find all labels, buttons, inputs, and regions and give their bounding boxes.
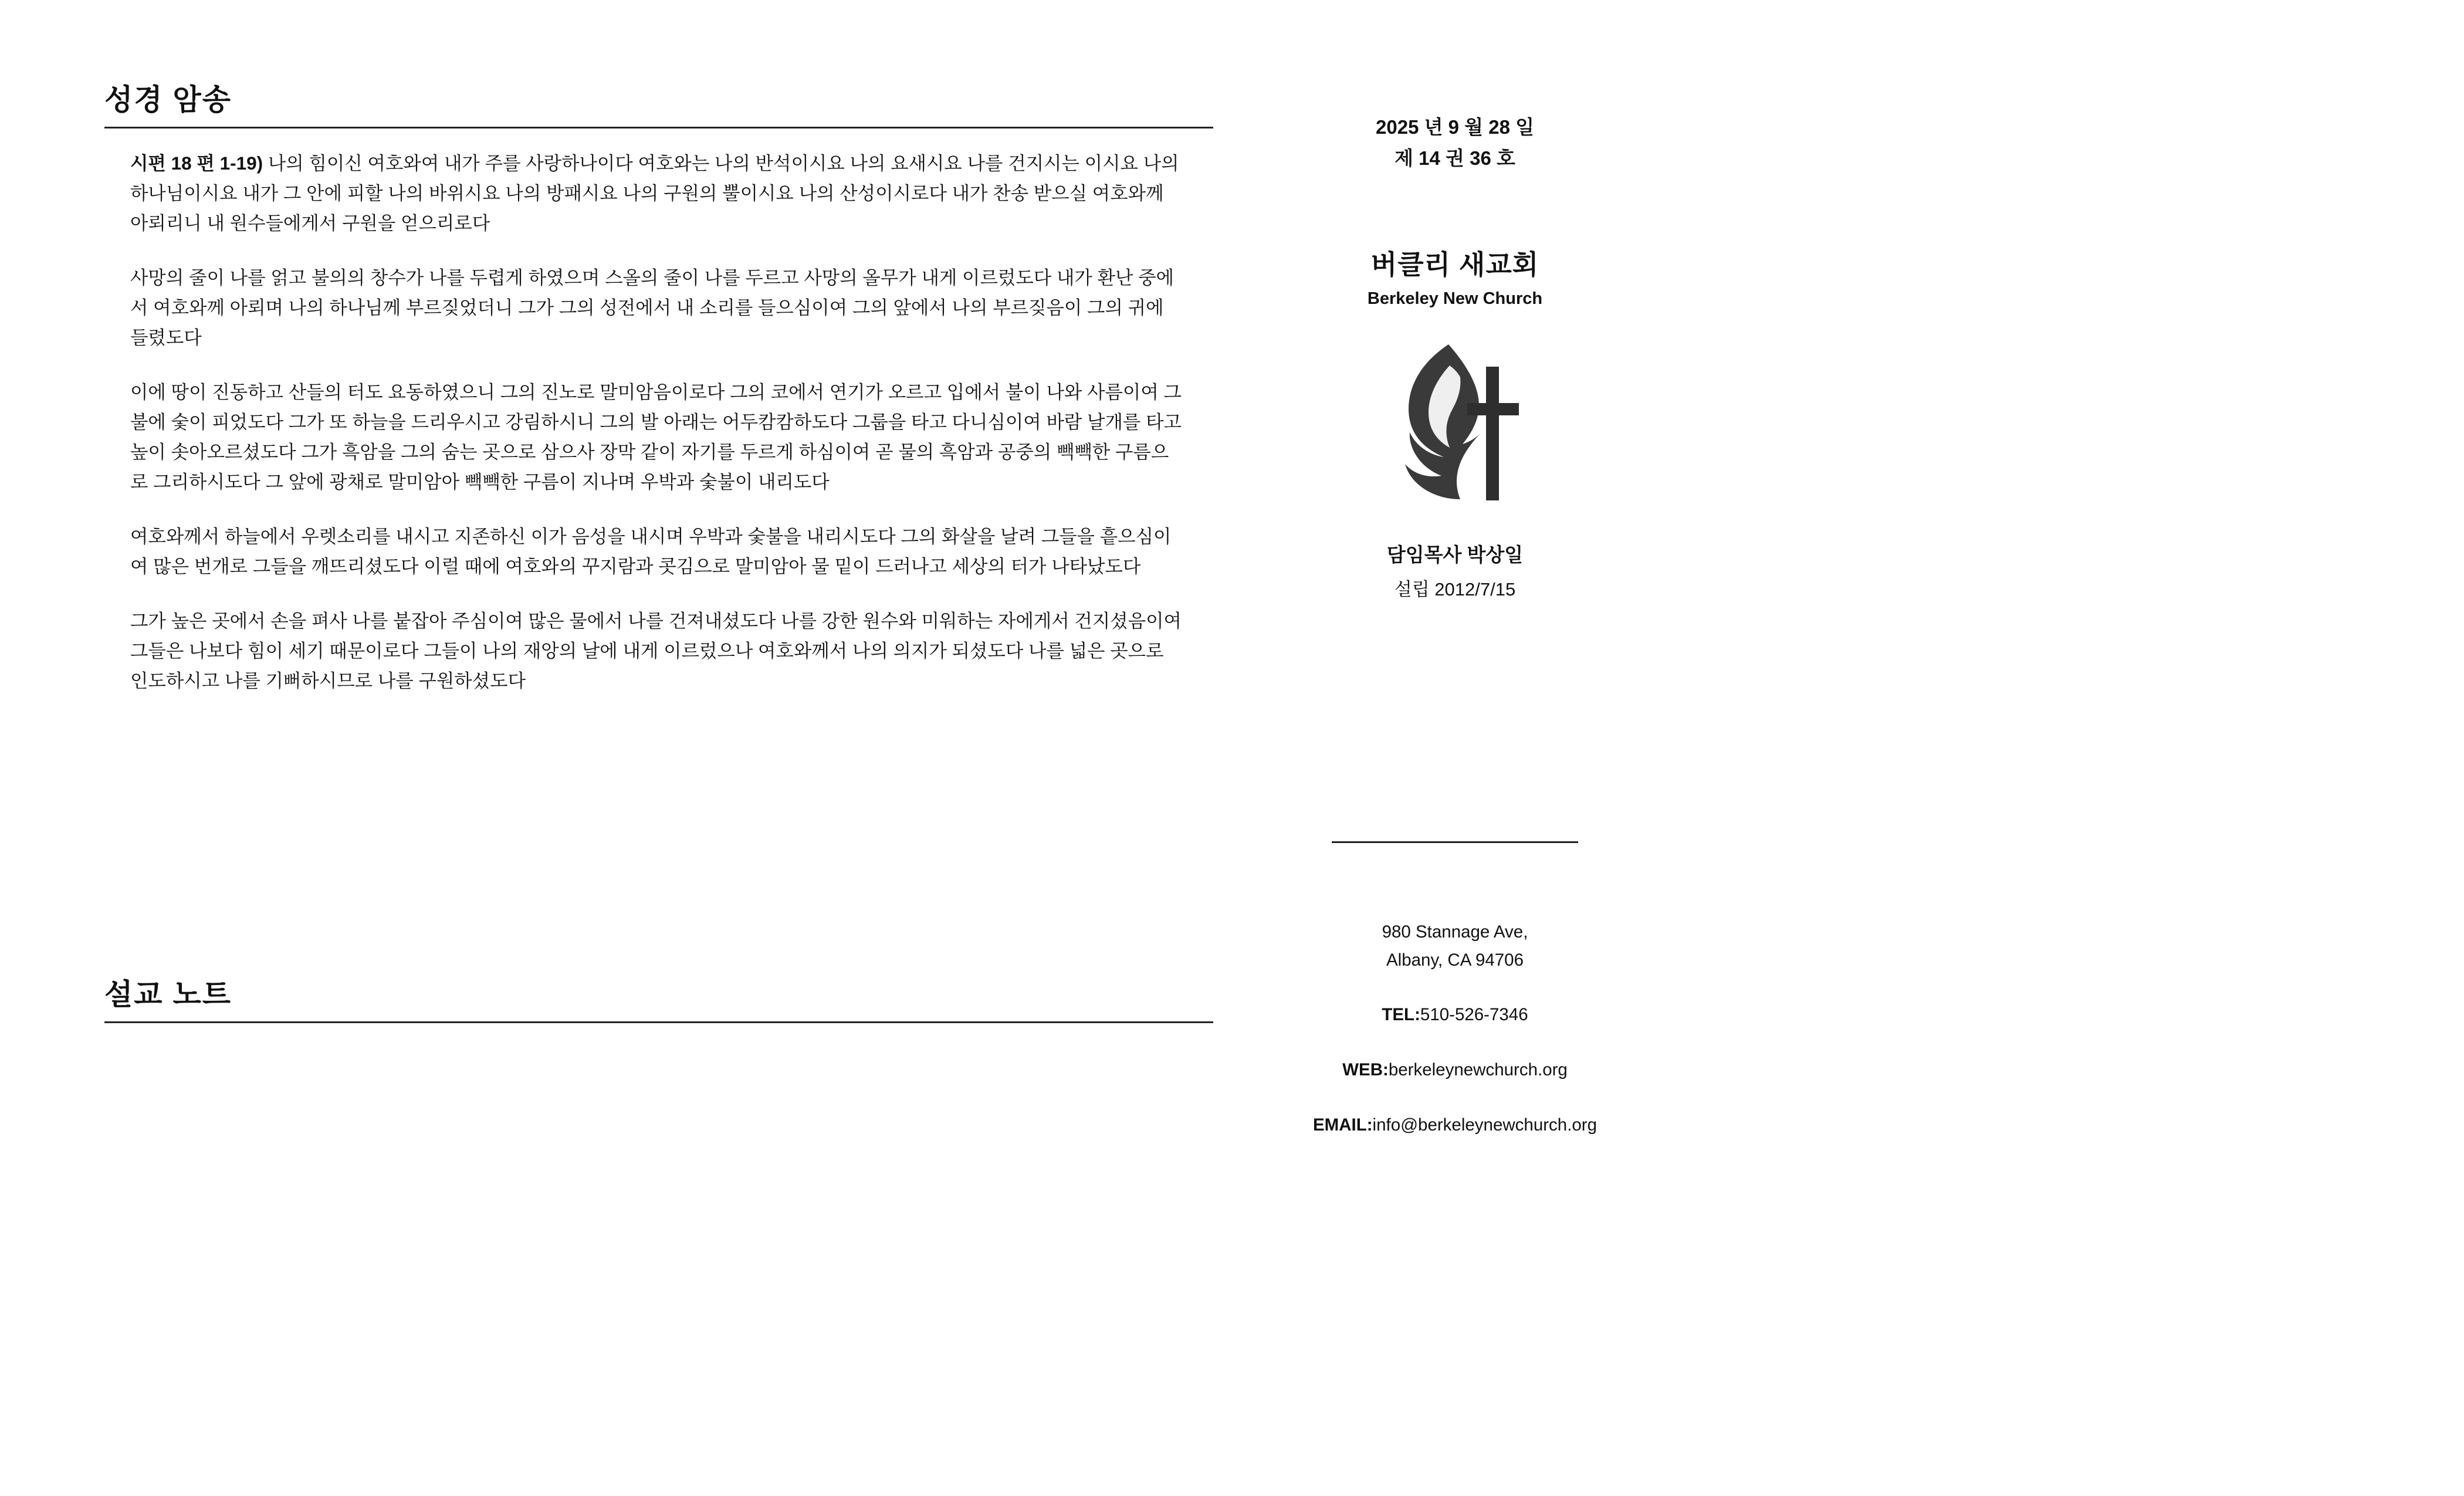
- scripture-paragraph: 그가 높은 곳에서 손을 펴사 나를 붙잡아 주심이여 많은 물에서 나를 건져내셨도다 나를 강한 원수와 미워하는 자에게서 건지셨음이여 그들은 나보다 힘이 세기 때문이로다 그들이 나의 재앙의 날에 내게 이르렀으나 여호와께서 나의 의지가 되셨도다 나를 넓은 곳으로 인도하시고 나를 기뻐하시므로 나를 구원하셨도다: [130, 610, 1182, 692]
- masthead-column: [1250, 111, 1660, 1139]
- scripture-paragraph: 여호와께서 하늘에서 우렛소리를 내시고 지존하신 이가 음성을 내시며 우박과 숯불을 내리시도다 그의 화살을 날려 그들을 흩으심이여 많은 번개로 그들을 깨뜨리셨도다 이럴 때에 여호와의 꾸지람과 콧김으로 말미암아 물 밑이 드러나고 세상의 터가 나타났도다: [130, 526, 1172, 577]
- email-label: EMAIL:: [1312, 1115, 1373, 1135]
- phone-value: 510-526-7346: [1420, 1005, 1528, 1025]
- email[interactable]: [1250, 1111, 1660, 1139]
- address-line-1: 980 Stannage Ave,: [1382, 922, 1528, 942]
- scripture-reference: 시편 18 편 1-19): [130, 153, 263, 174]
- phone: [1250, 1001, 1660, 1029]
- sermon-note-section: [104, 971, 1213, 1043]
- flame-and-cross-icon: [1387, 340, 1522, 513]
- scripture-paragraph: [130, 148, 1186, 238]
- website-value[interactable]: berkeleynewchurch.org: [1388, 1060, 1568, 1080]
- contact-info: [1250, 918, 1660, 1139]
- issue-volume: 제 14 권 36 호: [1395, 147, 1515, 170]
- scripture-text-body: [130, 148, 1186, 696]
- phone-label: TEL:: [1382, 1005, 1420, 1025]
- church-founded-date: 설립 2012/7/15: [1394, 578, 1516, 600]
- section-divider-sermon-note: [104, 1021, 1213, 1023]
- logo-container: [1250, 341, 1660, 512]
- scripture-paragraph-text: 나의 힘이신 여호와여 내가 주를 사랑하나이다 여호와는 나의 반석이시요 나의 요새시요 나를 건지시는 이시요 나의 하나님이시요 내가 그 안에 피할 나의 바위시요 나의 방패시요 나의 구원의 뿔이시요 나의 산성이시로다 내가 찬송 받으실 여호와께 아뢰리니 내 원수들에게서 구원을 얻으리로다: [130, 153, 1179, 234]
- section-heading-sermon-note: 설교 노트: [104, 978, 232, 1011]
- pastor-info: [1250, 540, 1660, 601]
- email-value[interactable]: info@berkeleynewchurch.org: [1372, 1115, 1597, 1135]
- address: [1250, 918, 1660, 974]
- section-heading-scripture: 성경 암송: [104, 83, 232, 116]
- scripture-paragraph: 사망의 줄이 나를 얽고 불의의 창수가 나를 두렵게 하였으며 스올의 줄이 나를 두르고 사망의 올무가 내게 이르렀도다 내가 환난 중에서 여호와께 아뢰며 나의 하나님께 부르짖었더니 그가 그의 성전에서 내 소리를 들으심이여 그의 앞에서 나의 부르짖음이 그의 귀에 들렸도다: [130, 267, 1175, 348]
- pastor-name: 담임목사 박상일: [1386, 543, 1524, 566]
- scripture-memorization-section: [104, 76, 1213, 696]
- address-line-2: Albany, CA 94706: [1386, 950, 1524, 970]
- scripture-paragraph: 이에 땅이 진동하고 산들의 터도 요동하였으니 그의 진노로 말미암음이로다 그의 코에서 연기가 오르고 입에서 불이 나와 사름이여 그 불에 숯이 피었도다 그가 또 하늘을 드리우시고 강림하시니 그의 발 아래는 어두캄캄하도다 그룹을 타고 다니심이여 바람 날개를 타고 높이 솟아오르셨도다 그가 흑암을 그의 숨는 곳으로 삼으사 장막 같이 자기를 두르게 하심이여 곧 물의 흑암과 공중의 빽빽한 구름으로 그리하시도다 그 앞에 광채로 말미암아 빽빽한 구름이 지나며 우박과 숯불이 내리도다: [130, 381, 1182, 493]
- issue-date: 2025 년 9 월 28 일: [1376, 116, 1534, 138]
- masthead-divider: [1332, 841, 1578, 843]
- website-label: WEB:: [1342, 1060, 1389, 1080]
- section-divider-scripture: [104, 127, 1213, 128]
- church-name-korean: 버클리 새교회: [1370, 249, 1539, 280]
- website[interactable]: [1250, 1056, 1660, 1084]
- church-identity: [1250, 243, 1660, 309]
- church-name-english: Berkeley New Church: [1367, 289, 1543, 308]
